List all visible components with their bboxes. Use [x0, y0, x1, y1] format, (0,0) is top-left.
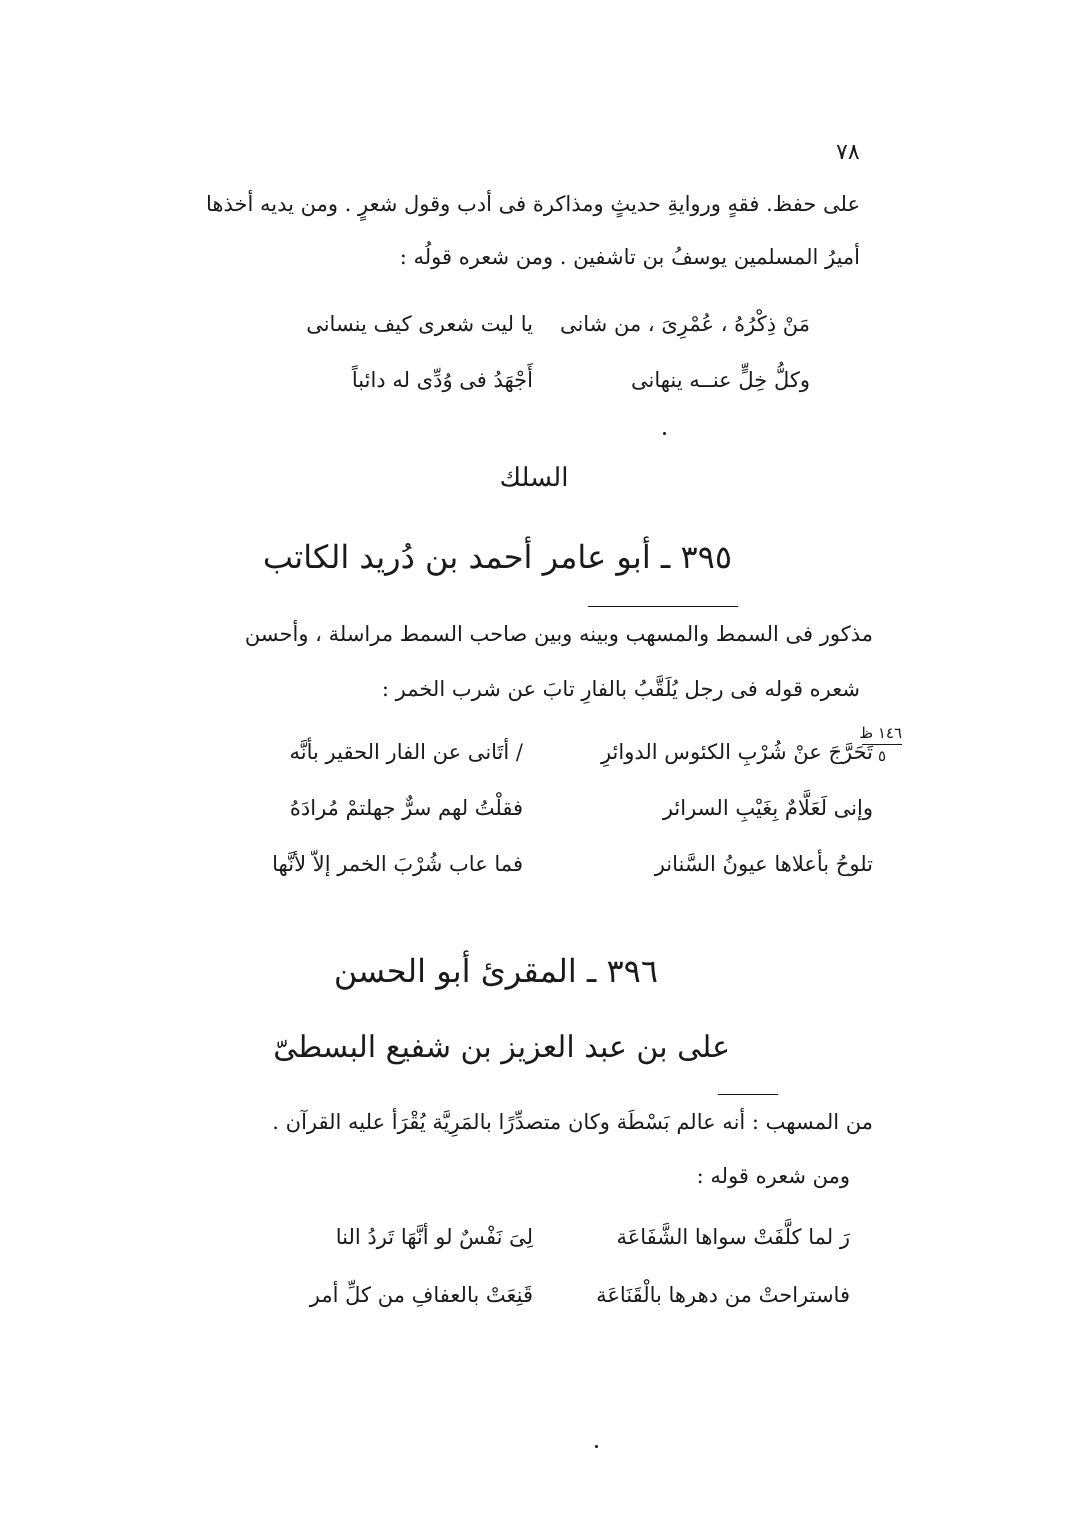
divider-rule — [718, 1094, 778, 1095]
prose-line: على حفظ. فقهٍ وروايةِ حديثٍ ومذاكرة فى أدب وقول شعرٍ . ومن يديه أخذها — [206, 192, 860, 216]
verse-second-hemistich: فاستراحتْ من دهرها بالْقَنَاعَة — [596, 1283, 850, 1307]
margin-note-bottom: ٥ — [877, 747, 887, 765]
verse-first-hemistich: / أتَانى عن الفار الحقير بأنَّه — [289, 740, 523, 764]
section-label: السلك — [499, 463, 569, 493]
prose-line: شعره قوله فى رجل يُلَقَّبُ بالفارِ تابَ عن شرب الخمر : — [381, 677, 860, 701]
verse-first-hemistich: فقلْتُ لهم سرٌّ جهلتمْ مُرادَهُ — [289, 796, 523, 820]
verse-first-hemistich: يا ليت شعرى كيف ينسانى — [306, 312, 533, 336]
verse-second-hemistich: وإنى لَعَلَّامٌ بِغَيْبِ السرائر — [662, 796, 873, 820]
entry-subheading: على بن عبد العزيز بن شفيع البسطىّ — [273, 1030, 730, 1065]
verse-second-hemistich: وكلُّ خِلٍّ عنــه ينهانى — [631, 368, 810, 392]
verse-first-hemistich: أَجْهَدُ فى وُدِّى له دائباً — [351, 368, 533, 392]
divider-rule — [588, 606, 738, 607]
page-number: ٧٨ — [836, 140, 860, 165]
entry-heading: ٣٩٥ ـ أبو عامر أحمد بن دُريد الكاتب — [262, 538, 732, 576]
prose-line: أميرُ المسلمين يوسفُ بن تاشفين . ومن شعره قولُه : — [399, 245, 860, 269]
verse-second-hemistich: تَحَرَّجَ عنْ شُرْبِ الكئوس الدوائرِ — [600, 740, 873, 764]
verse-first-hemistich: لِىَ نَفْسٌ لو أنَّهَا تَردُ النا — [335, 1225, 533, 1249]
entry-heading: ٣٩٦ ـ المقرئ أبو الحسن — [333, 952, 658, 990]
prose-line: ومن شعره قوله : — [696, 1164, 850, 1188]
verse-second-hemistich: مَنْ ذِكْرُهُ ، عُمْرِىَ ، من شانى — [559, 312, 810, 336]
verse-first-hemistich: فما عاب شُرْبَ الخمر إلاّ لأنَّها — [272, 852, 523, 876]
ornament-dot — [663, 432, 666, 435]
ornament-dot — [595, 1445, 598, 1448]
verse-second-hemistich: رَ لما كلَّفَتْ سواها الشَّفَاعَة — [616, 1225, 850, 1249]
prose-line: من المسهب : أنه عالم بَسْطَة وكان متصدِّرًا بالمَرِيَّة يُقْرَأ عليه القرآن . — [272, 1110, 873, 1134]
verse-second-hemistich: تلوحُ بأعلاها عيونُ السَّنانر — [654, 852, 873, 876]
margin-note-top: ١٤٦ ظ — [859, 724, 902, 742]
prose-line: مذكور فى السمط والمسهب وبينه وبين صاحب السمط مراسلة ، وأحسن — [244, 622, 873, 646]
verse-first-hemistich: قَنِعَتْ بالعفافِ من كلِّ أمر — [309, 1283, 533, 1307]
